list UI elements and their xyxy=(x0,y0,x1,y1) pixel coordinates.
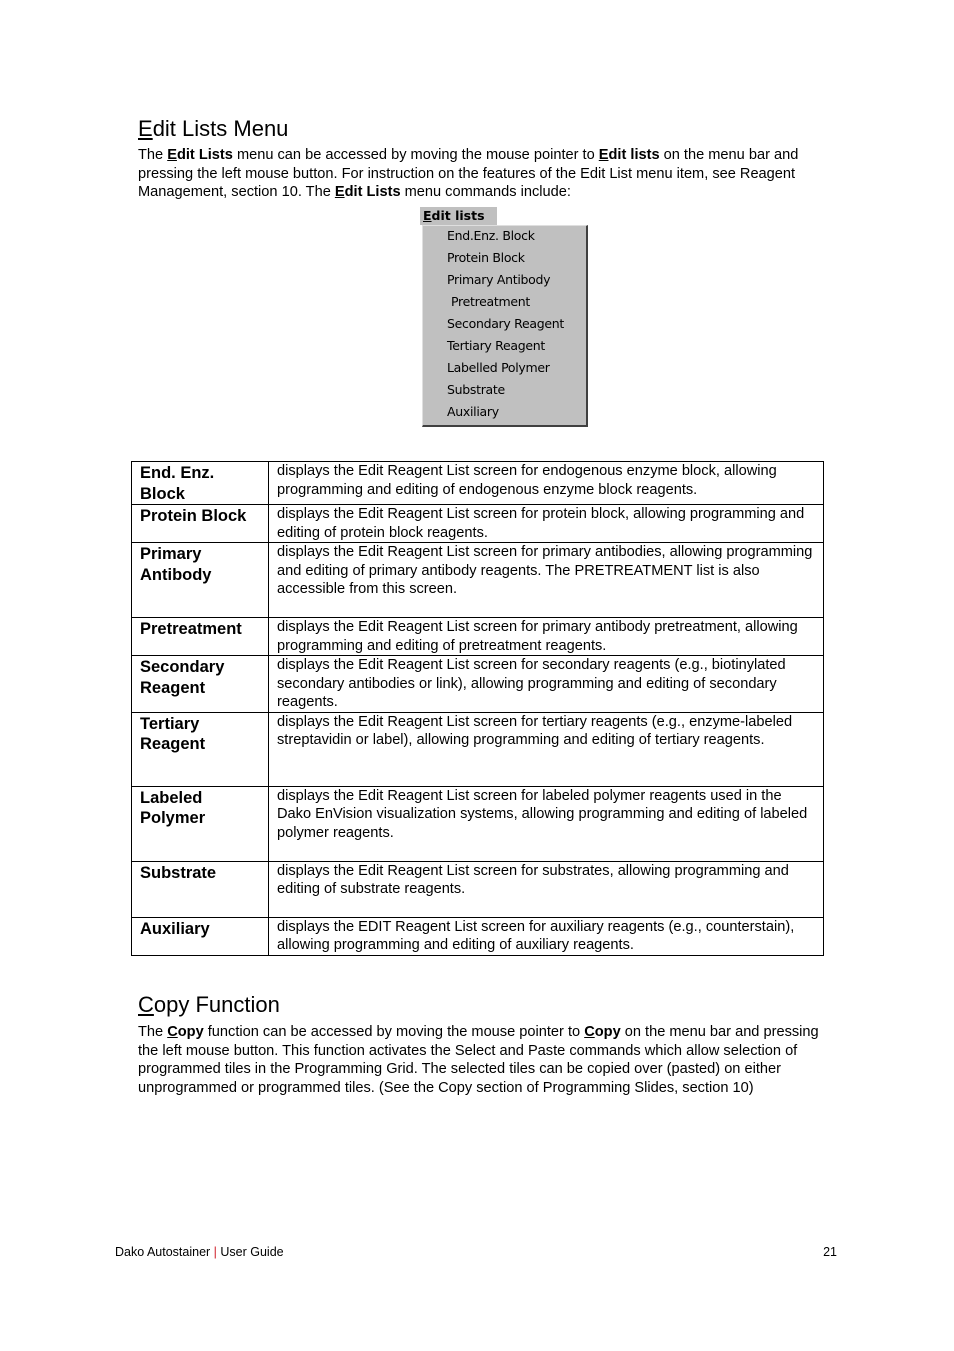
paragraph-text: function can be accessed by moving the mouse pointer to xyxy=(203,1024,585,1040)
paragraph-text: The xyxy=(138,147,168,163)
bold-text: dit lists xyxy=(608,147,660,163)
table-description: displays the EDIT Reagent List screen for auxiliary reagents (e.g., counterstain), allowing programming and editing of auxiliary reagents. xyxy=(269,917,824,955)
menu-item-primary-antibody[interactable]: Primary Antibody xyxy=(447,272,551,287)
table-description: displays the Edit Reagent List screen for labeled polymer reagents used in the Dako EnVision visualization systems, allowing programming and editing of labeled polymer reagents. xyxy=(269,786,824,861)
menu-item-protein-block[interactable]: Protein Block xyxy=(447,250,525,265)
footer-separator: | xyxy=(213,1245,217,1259)
copy-function-paragraph xyxy=(138,1023,828,1097)
table-term: Protein Block xyxy=(132,505,269,543)
menu-title-text: dit lists xyxy=(431,208,485,223)
table-row xyxy=(132,618,824,656)
menu-item-tertiary-reagent[interactable]: Tertiary Reagent xyxy=(447,338,546,353)
heading-mnemonic: E xyxy=(138,116,153,141)
footer-product: Dako Autostainer xyxy=(115,1245,214,1259)
table-row xyxy=(132,786,824,861)
mnemonic: E xyxy=(598,147,609,163)
table-row xyxy=(132,505,824,543)
table-description: displays the Edit Reagent List screen for endogenous enzyme block, allowing programming and editing of endogenous enzyme block reagents. xyxy=(269,462,824,505)
mnemonic: C xyxy=(584,1024,595,1040)
bold-term xyxy=(584,1024,621,1040)
bold-term xyxy=(599,147,660,163)
footer-title xyxy=(115,1245,284,1260)
section-heading-edit-lists xyxy=(138,116,288,142)
paragraph-text: menu can be accessed by moving the mouse pointer to xyxy=(232,147,599,163)
menu-title-edit-lists[interactable] xyxy=(420,207,497,225)
table-term: Secondary Reagent xyxy=(132,656,269,713)
bold-text: opy xyxy=(594,1024,621,1040)
bold-text: dit Lists xyxy=(344,184,401,200)
paragraph-text: on the menu bar and pressing the left mouse button. For instruction on the features of the Edit List menu item, see Reagent Management, section 10. The xyxy=(138,147,799,200)
table-description: displays the Edit Reagent List screen for primary antibodies, allowing programming and editing of primary antibody reagents. The PRETREATMENT list is also accessible from this screen. xyxy=(269,543,824,618)
table-term: Substrate xyxy=(132,861,269,917)
table-description: displays the Edit Reagent List screen for protein block, allowing programming and editing of protein block reagents. xyxy=(269,505,824,543)
heading-text: opy Function xyxy=(153,992,280,1017)
table-row xyxy=(132,462,824,505)
menu-title-mnemonic: E xyxy=(423,208,432,223)
edit-lists-dropdown-menu xyxy=(422,225,588,427)
edit-lists-commands-table xyxy=(131,461,824,956)
table-term: Pretreatment xyxy=(132,618,269,656)
table-row xyxy=(132,861,824,917)
page-number: 21 xyxy=(823,1245,837,1259)
table-row xyxy=(132,543,824,618)
paragraph-text: The xyxy=(138,1024,168,1040)
mnemonic: E xyxy=(334,184,345,200)
bold-text: dit Lists xyxy=(176,147,233,163)
bold-text: opy xyxy=(177,1024,204,1040)
table-description: displays the Edit Reagent List screen for substrates, allowing programming and editing of substrate reagents. xyxy=(269,861,824,917)
mnemonic: E xyxy=(167,147,177,163)
menu-item-end-enz-block[interactable]: End.Enz. Block xyxy=(447,228,535,243)
heading-text: dit Lists Menu xyxy=(152,116,289,141)
table-term: End. Enz. Block xyxy=(132,462,269,505)
table-row xyxy=(132,656,824,713)
table-row xyxy=(132,917,824,955)
bold-term xyxy=(167,1024,204,1040)
edit-lists-intro-paragraph xyxy=(138,146,838,202)
section-heading-copy-function xyxy=(138,992,280,1018)
table-term: Auxiliary xyxy=(132,917,269,955)
menu-item-labelled-polymer[interactable]: Labelled Polymer xyxy=(447,360,550,375)
table-description: displays the Edit Reagent List screen for tertiary reagents (e.g., enzyme-labeled streptavidin or label), allowing programming and editing of tertiary reagents. xyxy=(269,712,824,786)
heading-mnemonic: C xyxy=(138,992,154,1017)
bold-term xyxy=(335,184,401,200)
table-term: Tertiary Reagent xyxy=(132,712,269,786)
mnemonic: C xyxy=(167,1024,178,1040)
paragraph-text: on the menu bar and pressing the left mouse button. This function activates the Select and Paste commands which allow selection of programmed tiles in the Programming Grid. The selected tiles can be copied over (pasted) on either unprogrammed or programmed tiles. (See the Copy section of Programming Slides, section 10) xyxy=(138,1024,819,1096)
table-row xyxy=(132,712,824,786)
table-term: Primary Antibody xyxy=(132,543,269,618)
menu-item-substrate[interactable]: Substrate xyxy=(447,382,505,397)
table-description: displays the Edit Reagent List screen for primary antibody pretreatment, allowing programming and editing of pretreatment reagents. xyxy=(269,618,824,656)
footer-guide: User Guide xyxy=(216,1245,284,1259)
table-term: Labeled Polymer xyxy=(132,786,269,861)
menu-item-auxiliary[interactable]: Auxiliary xyxy=(447,404,499,419)
paragraph-text: menu commands include: xyxy=(400,184,571,200)
menu-item-pretreatment[interactable]: Pretreatment xyxy=(451,294,530,309)
table-description: displays the Edit Reagent List screen for secondary reagents (e.g., biotinylated secondary antibodies or link), allowing programming and editing of secondary reagents. xyxy=(269,656,824,713)
bold-term xyxy=(167,147,233,163)
menu-item-secondary-reagent[interactable]: Secondary Reagent xyxy=(447,316,564,331)
